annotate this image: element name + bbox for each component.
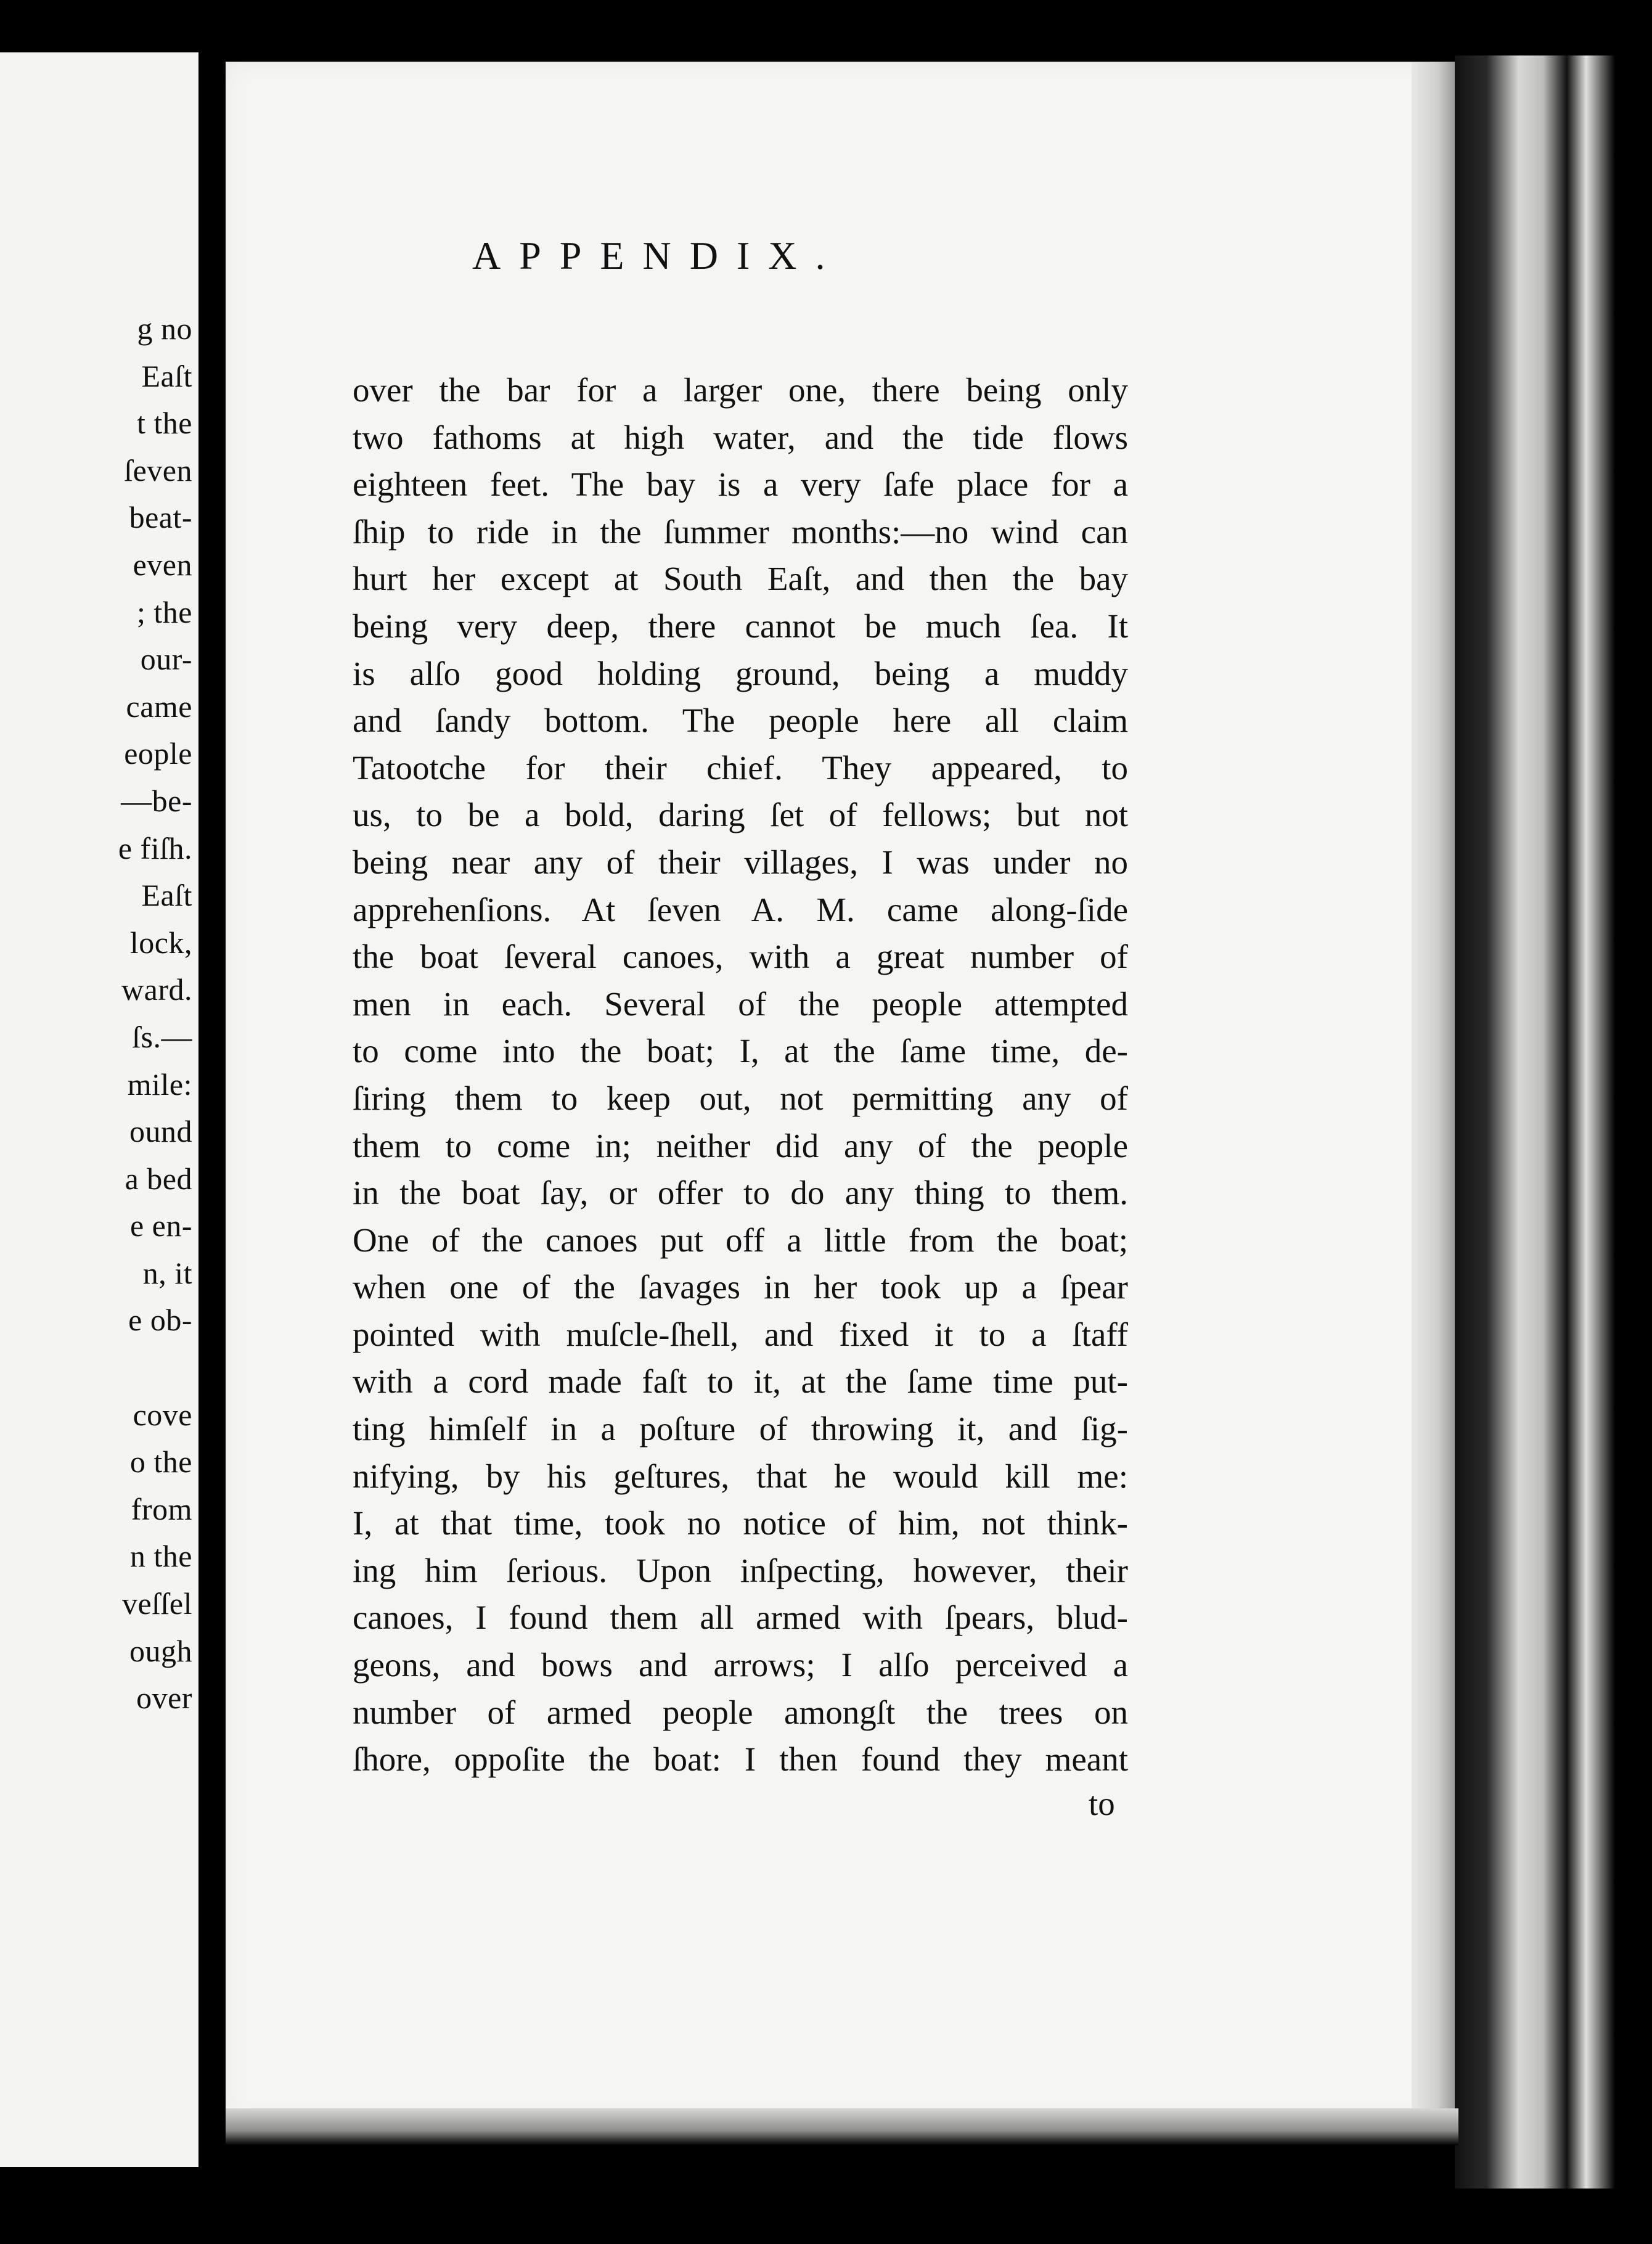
previous-page-line: lock,	[129, 925, 192, 960]
previous-page-line: mile:	[127, 1067, 192, 1102]
text-line: and ſandy bottom. The people here all claim	[353, 702, 1128, 740]
previous-page-line: cove	[133, 1397, 192, 1432]
catchword: to	[1089, 1785, 1115, 1822]
previous-page-line: eople	[124, 736, 192, 771]
previous-page-line: ward.	[121, 972, 192, 1007]
text-line: pointed with muſcle-ſhell, and fixed it to a ſtaff	[353, 1315, 1128, 1353]
text-line: being near any of their villages, I was under no	[353, 843, 1128, 881]
previous-page-line: a bed	[125, 1161, 192, 1196]
text-line: in the boat ſay, or offer to do any thing to them.	[353, 1174, 1128, 1212]
text-line: canoes, I found them all armed with ſpears, blud-	[353, 1599, 1128, 1637]
text-line: to come into the boat; I, at the ſame time, de-	[353, 1032, 1128, 1070]
book-block-edge	[1455, 55, 1615, 2189]
text-line: nifying, by his geſtures, that he would kill me:	[353, 1457, 1128, 1495]
text-line: ting himſelf in a poſture of throwing it, and ſig-	[353, 1410, 1128, 1448]
binding-gutter	[198, 0, 226, 2244]
running-head: APPENDIX.	[472, 234, 844, 277]
previous-page-line: ound	[129, 1114, 192, 1149]
text-line: the boat ſeveral canoes, with a great number of	[353, 938, 1128, 976]
previous-page-line: ough	[129, 1633, 192, 1668]
previous-page-line: Eaſt	[141, 358, 192, 393]
text-line: being very deep, there cannot be much ſea. It	[353, 607, 1128, 645]
previous-page-line: from	[131, 1491, 192, 1526]
previous-page-line: Eaſt	[141, 878, 192, 913]
previous-page-line: ſeven	[124, 452, 192, 488]
previous-page-line: t the	[137, 406, 192, 441]
text-line: men in each. Several of the people attempted	[353, 985, 1128, 1023]
appendix-page	[226, 62, 1437, 2121]
text-line: ſhip to ride in the ſummer months:—no wind can	[353, 512, 1128, 551]
previous-page-line: n, it	[142, 1255, 192, 1290]
previous-page-line: ſs.—	[132, 1019, 192, 1054]
text-line: when one of the ſavages in her took up a ſpear	[353, 1268, 1128, 1306]
previous-page-line: o the	[129, 1444, 192, 1480]
text-line: is alſo good holding ground, being a muddy	[353, 654, 1128, 692]
text-line: eighteen feet. The bay is a very ſafe place for a	[353, 465, 1128, 504]
previous-page-line: even	[133, 547, 192, 582]
text-line: Tatootche for their chief. They appeared, to	[353, 748, 1128, 787]
text-line: ſiring them to keep out, not permitting any of	[353, 1079, 1128, 1117]
previous-page-line: over	[136, 1681, 192, 1716]
previous-page-line: e en-	[129, 1208, 192, 1243]
previous-page-line: n the	[129, 1539, 192, 1574]
text-line: apprehenſions. At ſeven A. M. came along-ſide	[353, 890, 1128, 928]
text-line: them to come in; neither did any of the people	[353, 1126, 1128, 1165]
page-fore-edge	[1412, 62, 1455, 2139]
previous-page-line: came	[126, 689, 192, 724]
previous-page-line: veſſel	[121, 1586, 192, 1621]
previous-page-line: our-	[140, 642, 192, 677]
text-line: geons, and bows and arrows; I alſo perceived a	[353, 1646, 1128, 1684]
text-line: hurt her except at South Eaſt, and then the bay	[353, 560, 1128, 598]
text-line: us, to be a bold, daring ſet of fellows; but not	[353, 796, 1128, 834]
page-bottom-edge	[226, 2108, 1458, 2145]
text-line: ſhore, oppoſite the boat: I then found they meant	[353, 1740, 1128, 1779]
previous-page-line: e fiſh.	[118, 830, 192, 866]
previous-page-line	[0, 1344, 192, 1391]
text-line: I, at that time, took no notice of him, not think-	[353, 1504, 1128, 1542]
previous-page-line: g no	[137, 311, 192, 346]
previous-page-line: beat-	[129, 500, 192, 535]
previous-page-line: —be-	[121, 783, 192, 818]
previous-page-line: e ob-	[128, 1303, 192, 1338]
text-line: over the bar for a larger one, there being only	[353, 371, 1128, 409]
previous-page-line: ; the	[137, 594, 192, 629]
text-line: One of the canoes put off a little from the boat;	[353, 1221, 1128, 1259]
text-line: number of armed people amongſt the trees on	[353, 1693, 1128, 1731]
previous-page-fragment	[0, 52, 198, 2167]
previous-page-line-fragments	[0, 305, 192, 1722]
page-body-text	[353, 367, 1128, 1783]
text-line: two fathoms at high water, and the tide flows	[353, 418, 1128, 456]
text-line: with a cord made faſt to it, at the ſame time put-	[353, 1362, 1128, 1401]
text-line: ing him ſerious. Upon inſpecting, however, their	[353, 1551, 1128, 1589]
